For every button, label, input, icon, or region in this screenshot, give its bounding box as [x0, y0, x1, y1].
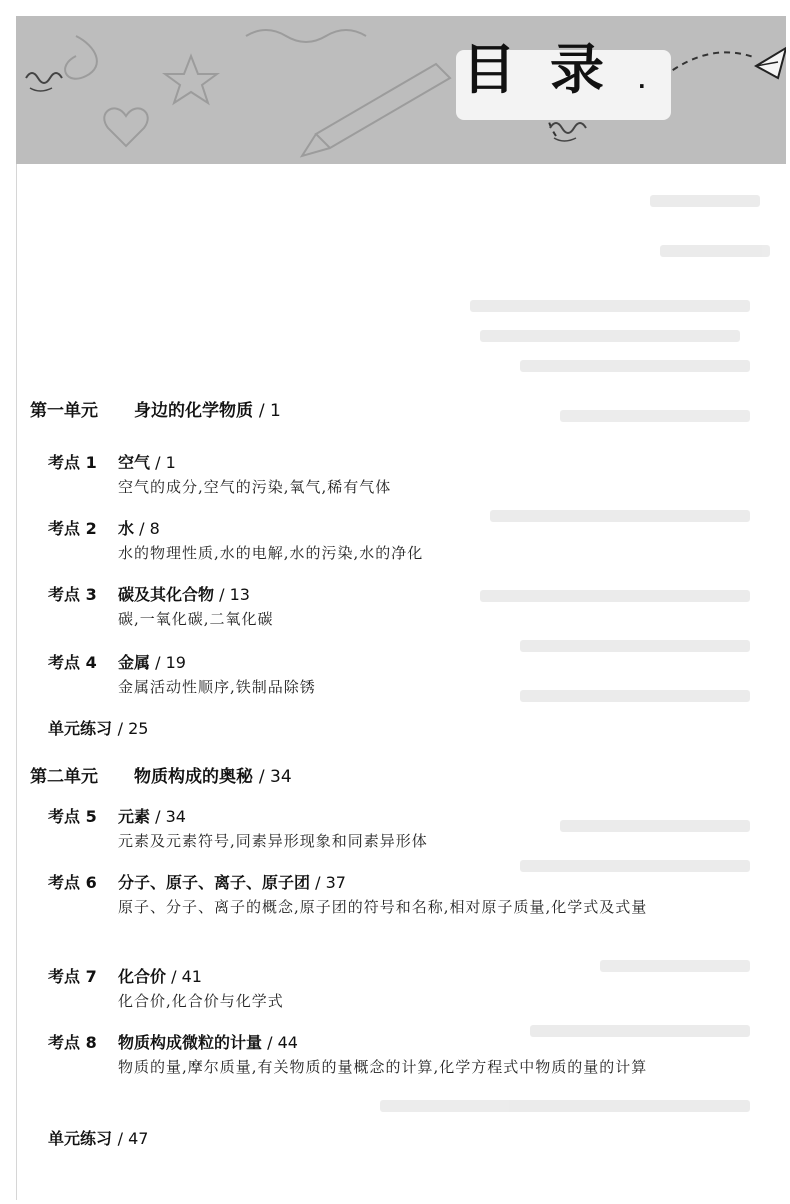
unit-practice[interactable]	[48, 1126, 148, 1149]
unit-practice[interactable]	[48, 716, 148, 739]
unit-title: 物质构成的奥秘	[134, 767, 253, 787]
unit-label: 第一单元	[30, 401, 98, 421]
entry-page: / 1	[155, 453, 176, 472]
entry-description: 物质的量,摩尔质量,有关物质的量概念的计算,化学方程式中物质的量的计算	[118, 1058, 648, 1076]
toc-entry-heading[interactable]	[48, 650, 186, 673]
toc-entry-heading[interactable]	[48, 450, 176, 473]
entry-description: 元素及元素符号,同素异形现象和同素异形体	[118, 832, 428, 850]
entry-description: 金属活动性顺序,铁制品除锈	[118, 678, 316, 696]
entry-title: 水	[118, 519, 135, 538]
entry-title: 化合价	[118, 967, 167, 986]
entry-page: / 37	[315, 873, 346, 892]
practice-page: / 25	[117, 719, 149, 738]
toc-entry-heading[interactable]	[48, 804, 186, 827]
unit-heading[interactable]	[30, 396, 281, 421]
entry-page: / 41	[171, 967, 202, 986]
unit-page: / 1	[258, 401, 281, 421]
entry-number: 考点 7	[48, 967, 97, 986]
toc-entry-heading[interactable]	[48, 516, 160, 539]
entry-page: / 44	[267, 1033, 298, 1052]
toc-entry-heading[interactable]	[48, 1030, 298, 1053]
unit-page: / 34	[258, 767, 292, 787]
entry-page: / 34	[155, 807, 186, 826]
entry-description: 原子、分子、离子的概念,原子团的符号和名称,相对原子质量,化学式及式量	[118, 898, 648, 916]
entry-number: 考点 2	[48, 519, 97, 538]
practice-title: 单元练习	[48, 719, 113, 738]
entry-title: 金属	[118, 653, 151, 672]
entry-description: 碳,一氧化碳,二氧化碳	[118, 610, 274, 628]
entry-number: 考点 5	[48, 807, 97, 826]
entry-number: 考点 4	[48, 653, 97, 672]
practice-title: 单元练习	[48, 1129, 113, 1148]
toc-entry-heading[interactable]	[48, 964, 202, 987]
entry-title: 碳及其化合物	[118, 585, 215, 604]
entry-page: / 13	[219, 585, 250, 604]
unit-heading[interactable]	[30, 762, 292, 787]
entry-title: 元素	[118, 807, 151, 826]
unit-label: 第二单元	[30, 767, 98, 787]
entry-page: / 19	[155, 653, 186, 672]
practice-page: / 47	[117, 1129, 149, 1148]
entry-number: 考点 3	[48, 585, 97, 604]
toc-entry-heading[interactable]	[48, 870, 346, 893]
entry-description: 空气的成分,空气的污染,氧气,稀有气体	[118, 478, 392, 496]
entry-title: 空气	[118, 453, 151, 472]
entry-title: 分子、原子、离子、原子团	[118, 873, 311, 892]
entry-description: 水的物理性质,水的电解,水的污染,水的净化	[118, 544, 424, 562]
toc-entry-heading[interactable]	[48, 582, 250, 605]
entry-title: 物质构成微粒的计量	[118, 1033, 263, 1052]
page-title	[462, 38, 646, 113]
entry-number: 考点 8	[48, 1033, 97, 1052]
entry-number: 考点 1	[48, 453, 97, 472]
entry-number: 考点 6	[48, 873, 97, 892]
page-title-text: 目录	[462, 38, 638, 101]
entry-description: 化合价,化合价与化学式	[118, 992, 284, 1010]
entry-page: / 8	[139, 519, 160, 538]
title-suffix: .	[638, 69, 646, 93]
unit-title: 身边的化学物质	[134, 401, 253, 421]
